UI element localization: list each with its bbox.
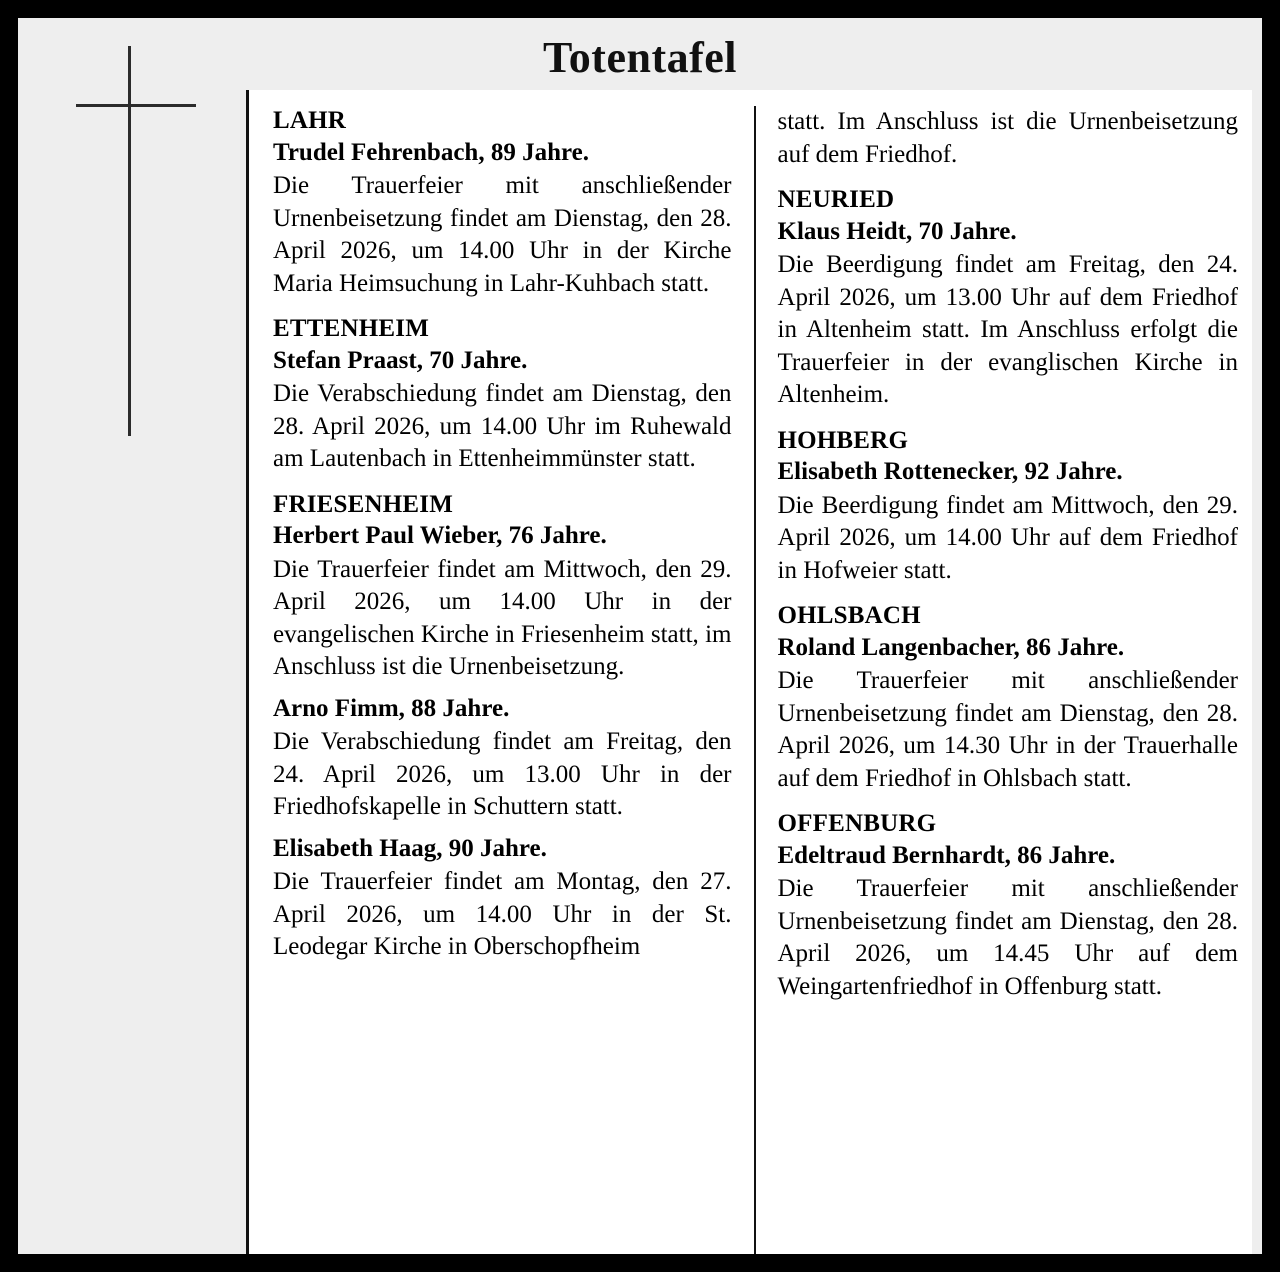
notice-body: Die Beerdigung findet am Freitag, den 24. April 2026, um 13.00 Uhr auf dem Friedhof in Altenheim statt. Im Anschluss erfolgt die Trauerfeier in der evanglischen Kirche in Altenheim. bbox=[777, 251, 1238, 408]
notice-body: Die Trauerfeier mit anschließender Urnenbeisetzung findet am Dienstag, den 28. April 2026, um 14.45 Uhr auf dem Weingartenfriedhof in Offenburg statt. bbox=[777, 875, 1238, 1000]
notice-body: Die Trauerfeier mit anschließender Urnenbeisetzung findet am Dienstag, den 28. April 2026, um 14.00 Uhr in der Kirche Maria Heimsuchung in Lahr-Kuhbach statt. bbox=[273, 172, 732, 297]
place-heading: OFFENBURG bbox=[777, 810, 937, 837]
deceased-name: Klaus Heidt, 70 Jahre. bbox=[777, 217, 1017, 245]
notice-body: Die Trauerfeier findet am Mittwoch, den 29. April 2026, um 14.00 Uhr in der evangelischen Kirche in Friesenheim statt, im Anschluss ist die Urnenbeisetzung. bbox=[273, 555, 732, 680]
notice-body: Die Verabschiedung findet am Dienstag, den 28. April 2026, um 14.00 Uhr im Ruhewald am Lautenbach in Ettenheimmünster statt. bbox=[273, 380, 732, 472]
place-heading: OHLSBACH bbox=[777, 602, 921, 629]
place-heading: HOHBERG bbox=[777, 426, 909, 454]
deceased-name: Arno Fimm, 88 Jahre. bbox=[273, 694, 510, 722]
cross-horizontal-bar bbox=[76, 104, 196, 107]
deceased-name: Edeltraud Bernhardt, 86 Jahre. bbox=[777, 841, 1116, 869]
notice-columns bbox=[273, 106, 1238, 1254]
deceased-name: Stefan Praast, 70 Jahre. bbox=[273, 346, 528, 374]
notice-content bbox=[246, 90, 1252, 1254]
deceased-name: Elisabeth Haag, 90 Jahre. bbox=[273, 834, 547, 862]
notice-body: Die Trauerfeier mit anschließender Urnenbeisetzung findet am Dienstag, den 28. April 2026, um 14.30 Uhr in der Trauerhalle auf dem Friedhof in Ohlsbach statt. bbox=[777, 667, 1238, 792]
notice-body: Die Beerdigung findet am Mittwoch, den 29. April 2026, um 14.00 Uhr auf dem Friedhof in Hofweier statt. bbox=[777, 491, 1238, 584]
page-header bbox=[18, 18, 1262, 90]
column-left bbox=[273, 106, 756, 1254]
notice-body: Die Trauerfeier findet am Montag, den 27. April 2026, um 14.00 Uhr in der St. Leodegar Kirche in Oberschopfheim bbox=[273, 868, 732, 960]
cross-icon bbox=[76, 46, 196, 446]
notice-body-continued: statt. Im Anschluss ist die Urnenbeisetzung auf dem Friedhof. bbox=[777, 108, 1238, 168]
deceased-name: Trudel Fehrenbach, 89 Jahre. bbox=[273, 138, 589, 166]
deceased-name: Elisabeth Rottenecker, 92 Jahre. bbox=[777, 458, 1123, 485]
column-right bbox=[756, 106, 1239, 1254]
place-heading: NEURIED bbox=[777, 186, 895, 213]
obituary-sheet bbox=[18, 18, 1262, 1254]
page-title: Totentafel bbox=[542, 33, 738, 82]
deceased-name: Roland Langenbacher, 86 Jahre. bbox=[777, 633, 1125, 661]
notice-body: Die Verabschiedung findet am Freitag, den 24. April 2026, um 13.00 Uhr in der Friedhofskapelle in Schuttern statt. bbox=[273, 728, 732, 820]
place-heading: LAHR bbox=[273, 107, 347, 134]
deceased-name: Herbert Paul Wieber, 76 Jahre. bbox=[273, 522, 607, 549]
place-heading: FRIESENHEIM bbox=[273, 490, 454, 518]
place-heading: ETTENHEIM bbox=[273, 315, 429, 342]
